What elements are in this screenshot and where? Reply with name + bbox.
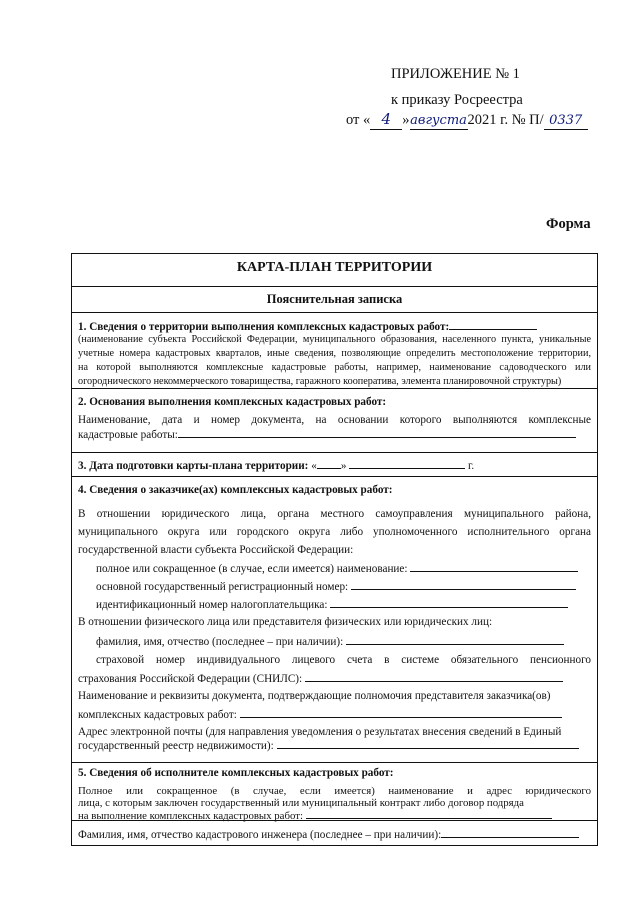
- date-open-quote: «: [311, 460, 317, 472]
- customer-inn-row: [96, 597, 591, 612]
- customer-fio-label: фамилия, имя, отчество (последнее – при наличии):: [96, 636, 344, 648]
- customer-email-continuation: [72, 742, 597, 762]
- customer-snils-1: страховой номер индивидуального лицевого счета в системе обязательного пенсионного: [96, 654, 591, 666]
- date-heading: 3. Дата подготовки карты-плана территории:: [78, 460, 309, 472]
- section-contractor: [72, 762, 597, 820]
- section-customer: [72, 476, 597, 746]
- customer-legal-2: муниципального округа или городского округа либо уполномоченного исполнительного органа: [78, 526, 591, 538]
- date-year-suffix: г.: [468, 460, 475, 472]
- customer-full-name-label: полное или сокращенное (в случае, если имеется) наименование:: [96, 563, 408, 575]
- date-prefix: от «: [346, 112, 371, 128]
- territory-note-3: на которой выполняются комплексные кадастровые работы, например, наименование садоводческого или: [78, 362, 591, 373]
- contractor-text-2: лица, с которым заключен государственный или муниципальный контракт либо договор подряда: [78, 797, 524, 809]
- customer-snils-label: страхования Российской Федерации (СНИЛС):: [78, 673, 303, 685]
- title-row: [72, 254, 597, 286]
- customer-authority-row: [78, 707, 591, 722]
- customer-email-row: [78, 738, 591, 753]
- order-date-line: [346, 110, 588, 130]
- customer-individual: В отношении физического лица или представителя физических или юридических лиц:: [78, 616, 493, 628]
- section-engineer: [72, 820, 597, 847]
- customer-ogrn-label: основной государственный регистрационный номер:: [96, 581, 349, 593]
- contractor-heading: 5. Сведения об исполнителе комплексных кадастровых работ:: [78, 767, 394, 779]
- customer-email-1: Адрес электронной почты (для направления уведомления о результатах внесения сведений в Единый: [78, 726, 562, 738]
- form-label: Форма: [546, 216, 591, 232]
- customer-inn-label: идентификационный номер налогоплательщика:: [96, 599, 328, 611]
- customer-full-name-row: [96, 561, 591, 576]
- date-day-fill: [317, 458, 341, 469]
- territory-note-4: огороднического некоммерческого товарищества, гаражного кооператива, элемента планировочной структуры): [78, 376, 562, 387]
- contractor-fill: [306, 808, 552, 819]
- engineer-label: Фамилия, имя, отчество кадастрового инженера (последнее – при наличии):: [78, 829, 442, 841]
- subtitle-row: [72, 286, 597, 312]
- section-grounds: [72, 388, 597, 452]
- month-handwritten: августа: [410, 113, 467, 128]
- customer-authority-1: Наименование и реквизиты документа, подтверждающие полномочия представителя заказчика(ов): [78, 690, 551, 702]
- customer-ogrn-fill: [351, 579, 576, 590]
- territory-heading-text: 1. Сведения о территории выполнения комплексных кадастровых работ:: [78, 321, 450, 333]
- grounds-text-2: [78, 427, 591, 442]
- grounds-text-2-label: кадастровые работы:: [78, 429, 178, 441]
- customer-ogrn-row: [96, 579, 591, 594]
- customer-email-label: государственный реестр недвижимости):: [78, 740, 274, 752]
- grounds-heading: 2. Основания выполнения комплексных кадастровых работ:: [78, 396, 387, 408]
- section-date: [72, 452, 597, 476]
- engineer-row: [78, 827, 591, 842]
- customer-authority-fill: [240, 707, 562, 718]
- customer-legal-3: государственной власти субъекта Российской Федерации:: [78, 544, 354, 556]
- customer-authority-label: комплексных кадастровых работ:: [78, 709, 237, 721]
- date-row: [78, 458, 591, 473]
- document-subtitle: Пояснительная записка: [266, 292, 403, 306]
- grounds-fill-line: [178, 427, 576, 438]
- customer-fio-row: [96, 634, 591, 649]
- customer-legal-1: В отношении юридического лица, органа местного самоуправления муниципального района,: [78, 508, 591, 520]
- month-field: [410, 112, 468, 130]
- document-title: КАРТА-ПЛАН ТЕРРИТОРИИ: [236, 260, 433, 275]
- territory-note-2: учетные номера кадастровых кварталов, иные сведения, позволяющие определить местоположение территории,: [78, 348, 591, 359]
- contractor-text-1: Полное или сокращенное (в случае, если имеется) наименование и адрес юридического: [78, 785, 591, 797]
- number-handwritten: 0337: [549, 113, 583, 128]
- day-handwritten: 4: [381, 110, 392, 128]
- order-reference: к приказу Росреестра: [391, 92, 523, 108]
- date-month-fill: [349, 458, 465, 469]
- engineer-fill: [441, 827, 579, 838]
- customer-email-fill: [277, 738, 579, 749]
- territory-heading: [78, 319, 591, 334]
- date-mid: »: [402, 112, 410, 128]
- customer-snils-fill: [305, 671, 563, 682]
- customer-fio-fill: [346, 634, 564, 645]
- customer-heading: 4. Сведения о заказчике(ах) комплексных кадастровых работ:: [78, 484, 393, 496]
- territory-note-1: (наименование субъекта Российской Федерации, муниципального образования, населенного пункта, уникальные: [78, 334, 591, 345]
- date-suffix: 2021 г. № П/: [467, 112, 544, 128]
- date-close-quote: »: [340, 460, 347, 472]
- territory-fill-line: [449, 319, 537, 330]
- grounds-text-1: Наименование, дата и номер документа, на основании которого выполняются комплексные: [78, 414, 591, 426]
- day-field: [370, 110, 402, 130]
- appendix-label: ПРИЛОЖЕНИЕ № 1: [391, 66, 520, 82]
- contractor-label: на выполнение комплексных кадастровых работ:: [78, 810, 303, 822]
- customer-snils-row: [78, 671, 591, 686]
- customer-inn-fill: [330, 597, 568, 608]
- form-table: [71, 253, 598, 846]
- customer-full-name-fill: [410, 561, 578, 572]
- number-field: [544, 112, 588, 130]
